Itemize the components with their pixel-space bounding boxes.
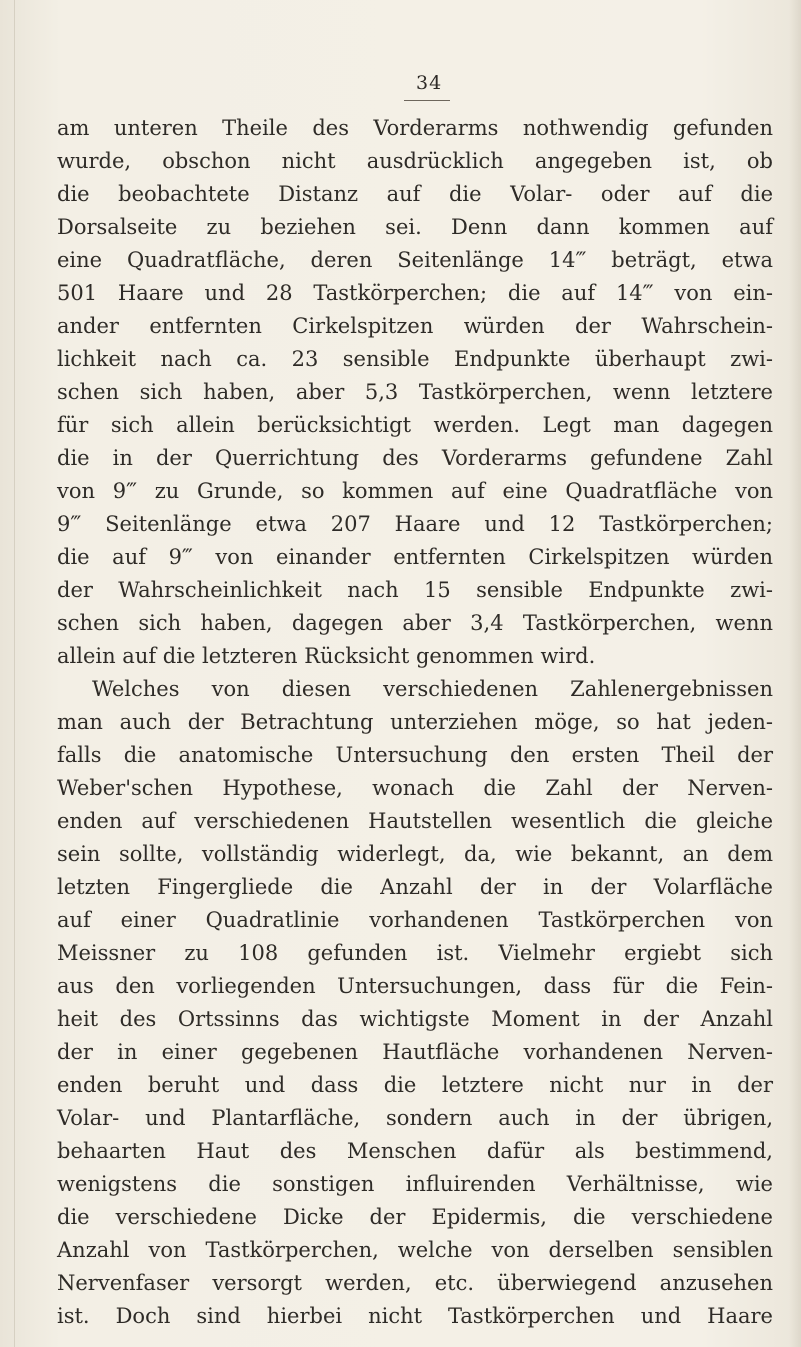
text-line: Meissner zu 108 gefunden ist. Vielmehr ergiebt sich: [57, 941, 773, 965]
text-line: Weber'schen Hypothese, wonach die Zahl der Nerven-: [57, 776, 773, 800]
text-line: von 9‴ zu Grunde, so kommen auf eine Quadratfläche von: [57, 479, 773, 503]
text-line: ander entfernten Cirkelspitzen würden der Wahrschein-: [57, 314, 773, 338]
text-line: eine Quadratfläche, deren Seitenlänge 14‴ beträgt, etwa: [57, 248, 773, 272]
paragraph-end-line: allein auf die letzteren Rücksicht genommen wird.: [57, 644, 596, 668]
text-line: die in der Querrichtung des Vorderarms gefundene Zahl: [57, 446, 773, 470]
text-line: man auch der Betrachtung unterziehen möge, so hat jeden-: [57, 710, 773, 734]
text-line: aus den vorliegenden Untersuchungen, dass für die Fein-: [57, 974, 773, 998]
text-line: Nervenfaser versorgt werden, etc. überwiegend anzusehen: [57, 1271, 773, 1295]
text-line: ist. Doch sind hierbei nicht Tastkörperchen und Haare: [57, 1304, 773, 1328]
text-line: behaarten Haut des Menschen dafür als bestimmend,: [57, 1139, 773, 1163]
body-text: [57, 112, 773, 1333]
text-line: Dorsalseite zu beziehen sei. Denn dann kommen auf: [57, 215, 773, 239]
text-line: schen sich haben, dagegen aber 3,4 Tastkörperchen, wenn: [57, 611, 773, 635]
text-line: 9‴ Seitenlänge etwa 207 Haare und 12 Tastkörperchen;: [57, 512, 773, 536]
text-line: Anzahl von Tastkörperchen, welche von derselben sensiblen: [57, 1238, 773, 1262]
text-line: die auf 9‴ von einander entfernten Cirkelspitzen würden: [57, 545, 773, 569]
page-number: 34: [416, 72, 443, 94]
text-line: enden auf verschiedenen Hautstellen wesentlich die gleiche: [57, 809, 773, 833]
text-line: der in einer gegebenen Hautfläche vorhandenen Nerven-: [57, 1040, 773, 1064]
text-line: wenigstens die sonstigen influirenden Verhältnisse, wie: [57, 1172, 773, 1196]
text-line: die verschiedene Dicke der Epidermis, die verschiedene: [57, 1205, 773, 1229]
text-line: Volar- und Plantarfläche, sondern auch in der übrigen,: [57, 1106, 773, 1130]
text-line: am unteren Theile des Vorderarms nothwendig gefunden: [57, 116, 773, 140]
text-line: 501 Haare und 28 Tastkörperchen; die auf 14‴ von ein-: [57, 281, 773, 305]
text-line: schen sich haben, aber 5,3 Tastkörperchen, wenn letztere: [57, 380, 773, 404]
text-line: sein sollte, vollständig widerlegt, da, wie bekannt, an dem: [57, 842, 773, 866]
text-line: die beobachtete Distanz auf die Volar- oder auf die: [57, 182, 773, 206]
text-line: letzten Fingergliede die Anzahl der in der Volarfläche: [57, 875, 773, 899]
text-line: der Wahrscheinlichkeit nach 15 sensible Endpunkte zwi-: [57, 578, 773, 602]
text-line: heit des Ortssinns das wichtigste Moment in der Anzahl: [57, 1007, 773, 1031]
text-line: lichkeit nach ca. 23 sensible Endpunkte überhaupt zwi-: [57, 347, 773, 371]
text-line: wurde, obschon nicht ausdrücklich angegeben ist, ob: [57, 149, 773, 173]
text-line: auf einer Quadratlinie vorhandenen Tastkörperchen von: [57, 908, 773, 932]
paragraph-start-line: Welches von diesen verschiedenen Zahlenergebnissen: [92, 677, 773, 701]
text-line: für sich allein berücksichtigt werden. Legt man dagegen: [57, 413, 773, 437]
page-edge-shadow: [789, 0, 801, 1347]
text-line: enden beruht und dass die letztere nicht nur in der: [57, 1073, 773, 1097]
header-rule: [404, 100, 450, 101]
text-line: falls die anatomische Untersuchung den ersten Theil der: [57, 743, 773, 767]
page-binding-edge: [0, 0, 15, 1347]
